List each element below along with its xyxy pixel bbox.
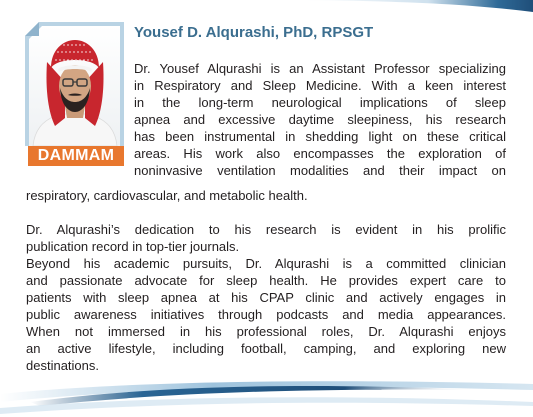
bio-intro-line: in the long-term neurological implications of sleep: [134, 95, 506, 110]
bio-intro-line: areas. His work also encompasses the exploration of: [134, 146, 506, 161]
bio-clinical-line: When not immersed in his professional roles, Dr. Alqurashi enjoys: [26, 324, 506, 339]
top-decorative-swoosh: [0, 0, 533, 14]
bio-clinical-line: public awareness initiatives through podcasts and media appearances.: [26, 307, 506, 322]
profile-photo-card: [25, 22, 124, 146]
bio-clinical-line: and passionate advocate for sleep health. He provides expert care to: [26, 273, 506, 288]
bio-clinical-paragraph: [26, 255, 506, 374]
bio-intro-last-line: [26, 187, 506, 204]
bio-clinical-line: destinations.: [26, 358, 99, 373]
bio-intro-paragraph: [134, 60, 506, 179]
profile-photo: [25, 22, 124, 146]
bio-intro-line: Dr. Yousef Alqurashi is an Assistant Professor specializing: [134, 61, 506, 76]
bio-publications-line: Dr. Alqurashi’s dedication to his research is evident in his prolific: [26, 222, 506, 237]
bio-intro-line: noninvasive ventilation modalities and their impact on: [134, 163, 506, 178]
profile-name-heading: Yousef D. Alqurashi, PhD, RPSGT: [134, 24, 374, 41]
location-badge: DAMMAM: [28, 146, 124, 166]
bio-intro-line: in Respiratory and Sleep Medicine. With a keen interest: [134, 78, 506, 93]
bio-clinical-line: patients with sleep apnea at his CPAP clinic and actively engages in: [26, 290, 506, 305]
bio-publications-line: publication record in top-tier journals.: [26, 239, 240, 254]
bio-intro-line: apnea and excessive daytime sleepiness, his research: [134, 112, 506, 127]
bio-intro-line: has been instrumental in shedding light on these critical: [134, 129, 506, 144]
bottom-decorative-swoosh: [0, 372, 533, 417]
bio-clinical-line: Beyond his academic pursuits, Dr. Alqurashi is a committed clinician: [26, 256, 506, 271]
bio-clinical-line: an active lifestyle, including football, camping, and exploring new: [26, 341, 506, 356]
bio-publications-paragraph: [26, 221, 506, 255]
bio-intro-line: respiratory, cardiovascular, and metabolic health.: [26, 188, 308, 203]
